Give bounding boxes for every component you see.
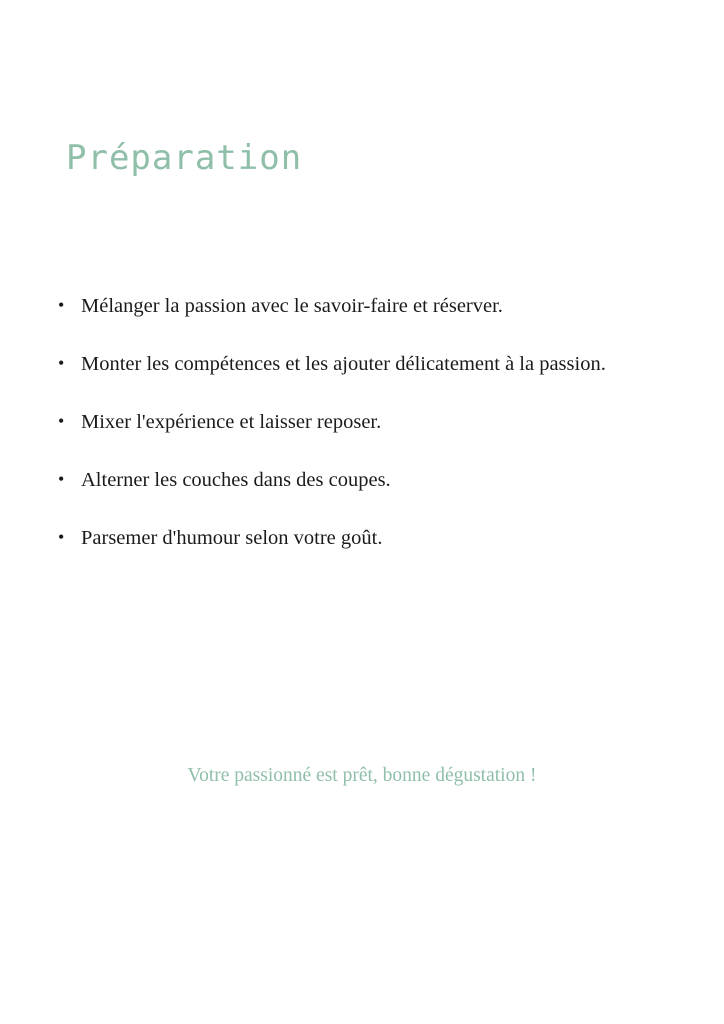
list-item: • Parsemer d'humour selon votre goût. — [56, 524, 724, 554]
list-item: • Mélanger la passion avec le savoir-faire et réserver. — [56, 292, 724, 322]
closing-note: Votre passionné est prêt, bonne dégustation ! — [187, 765, 537, 786]
page-title: Préparation — [66, 137, 303, 178]
list-item: • Mixer l'expérience et laisser reposer. — [56, 408, 724, 438]
list-item: • Monter les compétences et les ajouter délicatement à la passion. — [56, 350, 724, 380]
preparation-steps-list — [56, 292, 724, 582]
list-item: • Alterner les couches dans des coupes. — [56, 466, 724, 496]
